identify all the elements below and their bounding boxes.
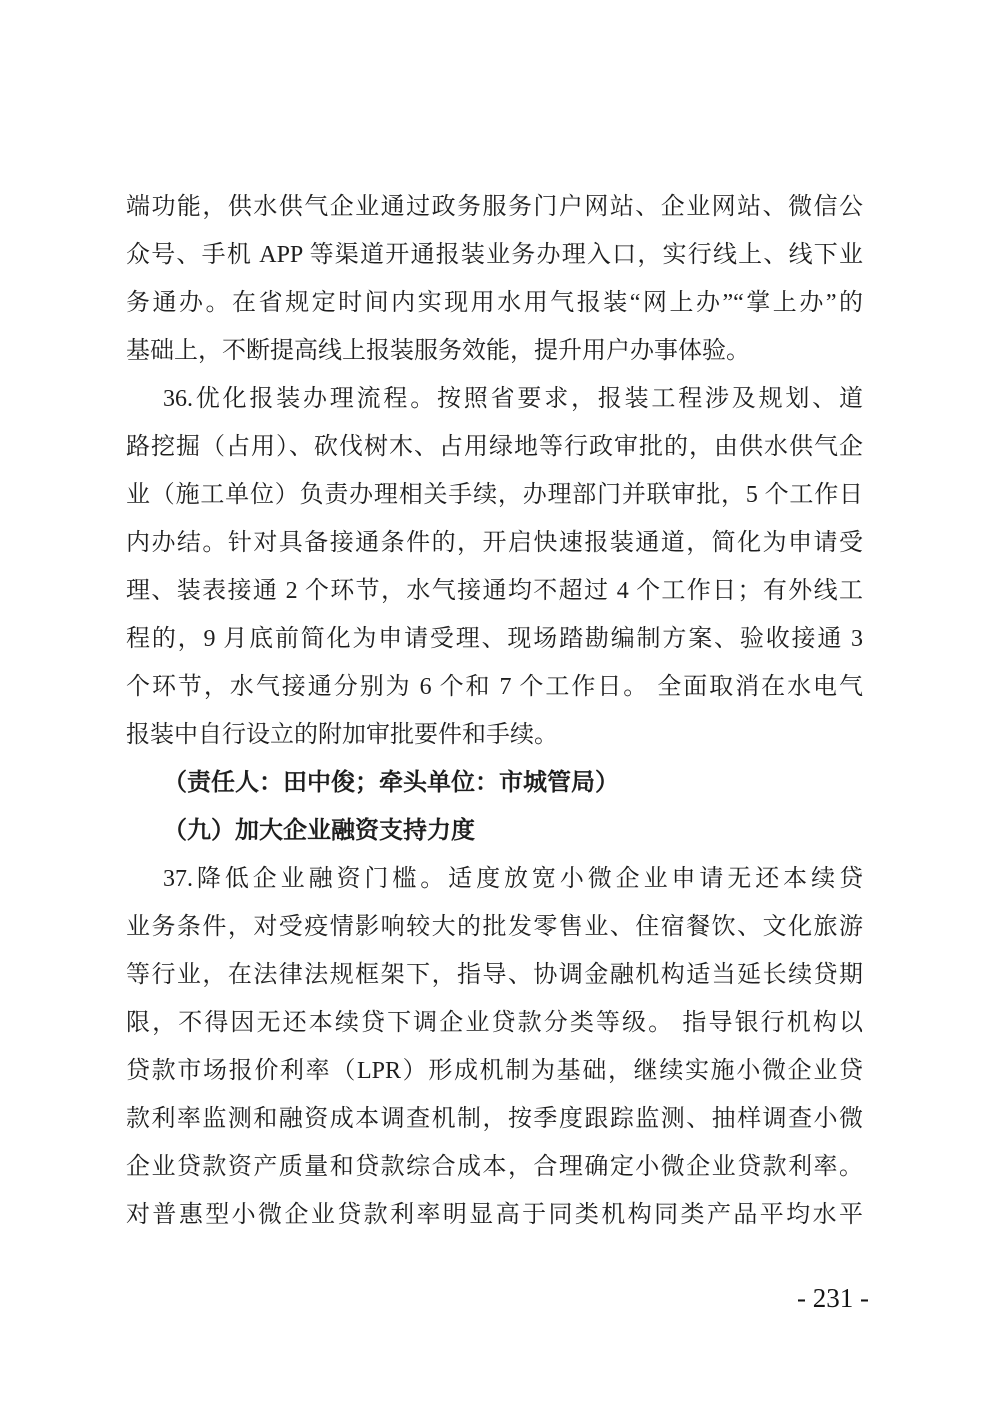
text-line: 基础上，不断提高线上报装服务效能，提升用户办事体验。 (126, 338, 750, 364)
text-line: 对普惠型小微企业贷款利率明显高于同类机构同类产品平均水平 (126, 1202, 863, 1228)
page-number: - 231 - (797, 1283, 869, 1313)
text-line: 企业贷款资产质量和贷款综合成本，合理确定小微企业贷款利率。 (126, 1154, 863, 1180)
section-9-heading (126, 807, 863, 855)
text-line: 贷款市场报价利率（LPR）形成机制为基础，继续实施小微企业贷 (126, 1058, 863, 1084)
text-line: （九）加大企业融资支持力度 (163, 818, 475, 844)
text-line: 路挖掘（占用）、砍伐树木、占用绿地等行政审批的，由供水供气企 (126, 434, 863, 460)
text-line: 个环节，水气接通分别为 6 个和 7 个工作日。 全面取消在水电气 (126, 674, 863, 700)
text-line: 36.优化报装办理流程。按照省要求，报装工程涉及规划、道 (163, 386, 863, 412)
paragraph-36 (126, 375, 863, 759)
responsible-person-line (126, 759, 863, 807)
text-line: 限，不得因无还本续贷下调企业贷款分类等级。 指导银行机构以 (126, 1010, 863, 1036)
text-line: （责任人：田中俊；牵头单位：市城管局） (163, 770, 619, 796)
text-line: 款利率监测和融资成本调查机制，按季度跟踪监测、抽样调查小微 (126, 1106, 863, 1132)
text-line: 务通办。在省规定时间内实现用水用气报装“网上办”“掌上办”的 (126, 290, 863, 316)
text-line: 内办结。针对具备接通条件的，开启快速报装通道，简化为申请受 (126, 530, 863, 556)
document-body (126, 183, 863, 1239)
text-line: 业务条件，对受疫情影响较大的批发零售业、住宿餐饮、文化旅游 (126, 914, 863, 940)
text-line: 37.降低企业融资门槛。适度放宽小微企业申请无还本续贷 (163, 866, 863, 892)
paragraph-35-continuation (126, 183, 863, 375)
text-line: 等行业，在法律法规框架下，指导、协调金融机构适当延长续贷期 (126, 962, 863, 988)
text-line: 程的，9 月底前简化为申请受理、现场踏勘编制方案、验收接通 3 (126, 626, 863, 652)
text-line: 理、装表接通 2 个环节，水气接通均不超过 4 个工作日；有外线工 (126, 578, 863, 604)
paragraph-37 (126, 855, 863, 1239)
text-line: 端功能，供水供气企业通过政务服务门户网站、企业网站、微信公 (126, 194, 863, 220)
text-line: 业（施工单位）负责办理相关手续，办理部门并联审批，5 个工作日 (126, 482, 863, 508)
text-line: 报装中自行设立的附加审批要件和手续。 (126, 722, 558, 748)
text-line: 众号、手机 APP 等渠道开通报装业务办理入口，实行线上、线下业 (126, 242, 863, 268)
